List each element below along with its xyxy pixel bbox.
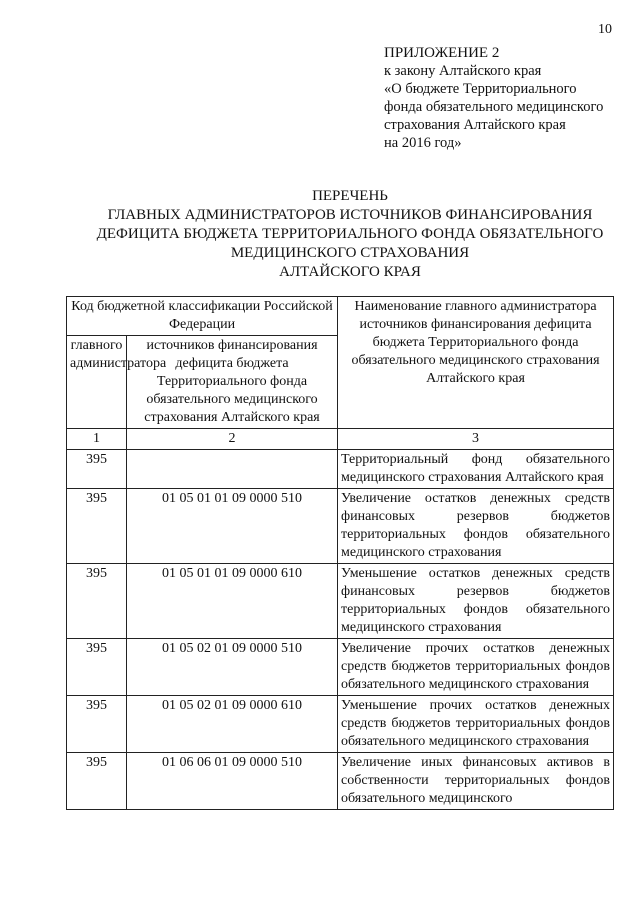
heading-line: ГЛАВНЫХ АДМИНИСТРАТОРОВ ИСТОЧНИКОВ ФИНАНСИРОВАНИЯ [107, 207, 593, 223]
appendix-line: на 2016 год» [384, 135, 462, 151]
admin-code: 395 [67, 696, 127, 753]
table-row [67, 489, 614, 564]
header-admin: главного администратора [67, 336, 127, 429]
source-name: Уменьшение прочих остатков денежных средств бюджетов территориальных фондов обязательного медицинского страхования [338, 696, 614, 753]
appendix-title: ПРИЛОЖЕНИЕ 2 [384, 45, 500, 61]
table-row [67, 753, 614, 810]
header-source: источников финансирования дефицита бюджета Территориального фонда обязательного медицинского страхования Алтайского края [127, 336, 338, 429]
admin-code: 395 [67, 489, 127, 564]
heading-line: МЕДИЦИНСКОГО СТРАХОВАНИЯ [230, 245, 470, 261]
column-number: 1 [67, 429, 127, 450]
appendix-line: фонда обязательного медицинского [384, 99, 604, 115]
appendix-block [384, 44, 624, 152]
table-row [67, 639, 614, 696]
header-budget-code: Код бюджетной классификации Российской Федерации [67, 297, 338, 336]
table-row [67, 564, 614, 639]
source-name: Увеличение иных финансовых активов в собственности территориальных фондов обязательного медицинского [338, 753, 614, 810]
source-code: 01 05 02 01 09 0000 610 [127, 696, 338, 753]
admin-code: 395 [67, 564, 127, 639]
admin-code: 395 [67, 639, 127, 696]
table-row [67, 450, 614, 489]
heading-line: ДЕФИЦИТА БЮДЖЕТА ТЕРРИТОРИАЛЬНОГО ФОНДА ОБЯЗАТЕЛЬНОГО [96, 226, 604, 242]
source-name: Увеличение остатков денежных средств финансовых резервов бюджетов территориальных фондов обязательного медицинского страхования [338, 489, 614, 564]
appendix-line: «О бюджете Территориального [384, 81, 577, 97]
source-code: 01 05 01 01 09 0000 610 [127, 564, 338, 639]
header-name: Наименование главного администратора источников финансирования дефицита бюджета Территориального фонда обязательного медицинского страхования Алтайского края [338, 297, 614, 429]
source-name: Увеличение прочих остатков денежных средств бюджетов территориальных фондов обязательного медицинского страхования [338, 639, 614, 696]
column-number: 3 [338, 429, 614, 450]
administrators-table [66, 296, 614, 810]
administrator-name: Территориальный фонд обязательного медицинского страхования Алтайского края [338, 450, 614, 489]
column-number-row [67, 429, 614, 450]
appendix-line: страхования Алтайского края [384, 117, 566, 133]
appendix-line: к закону Алтайского края [384, 63, 542, 79]
column-number: 2 [127, 429, 338, 450]
heading-line: АЛТАЙСКОГО КРАЯ [279, 264, 421, 280]
document-heading [60, 187, 640, 282]
table-header-row [67, 297, 614, 336]
source-name: Уменьшение остатков денежных средств финансовых резервов бюджетов территориальных фондов обязательного медицинского страхования [338, 564, 614, 639]
source-code: 01 06 06 01 09 0000 510 [127, 753, 338, 810]
heading-line: ПЕРЕЧЕНЬ [312, 188, 388, 204]
page-number: 10 [598, 22, 612, 37]
table-row [67, 696, 614, 753]
source-code: 01 05 01 01 09 0000 510 [127, 489, 338, 564]
admin-code: 395 [67, 753, 127, 810]
source-code: 01 05 02 01 09 0000 510 [127, 639, 338, 696]
source-code [127, 450, 338, 489]
admin-code: 395 [67, 450, 127, 489]
